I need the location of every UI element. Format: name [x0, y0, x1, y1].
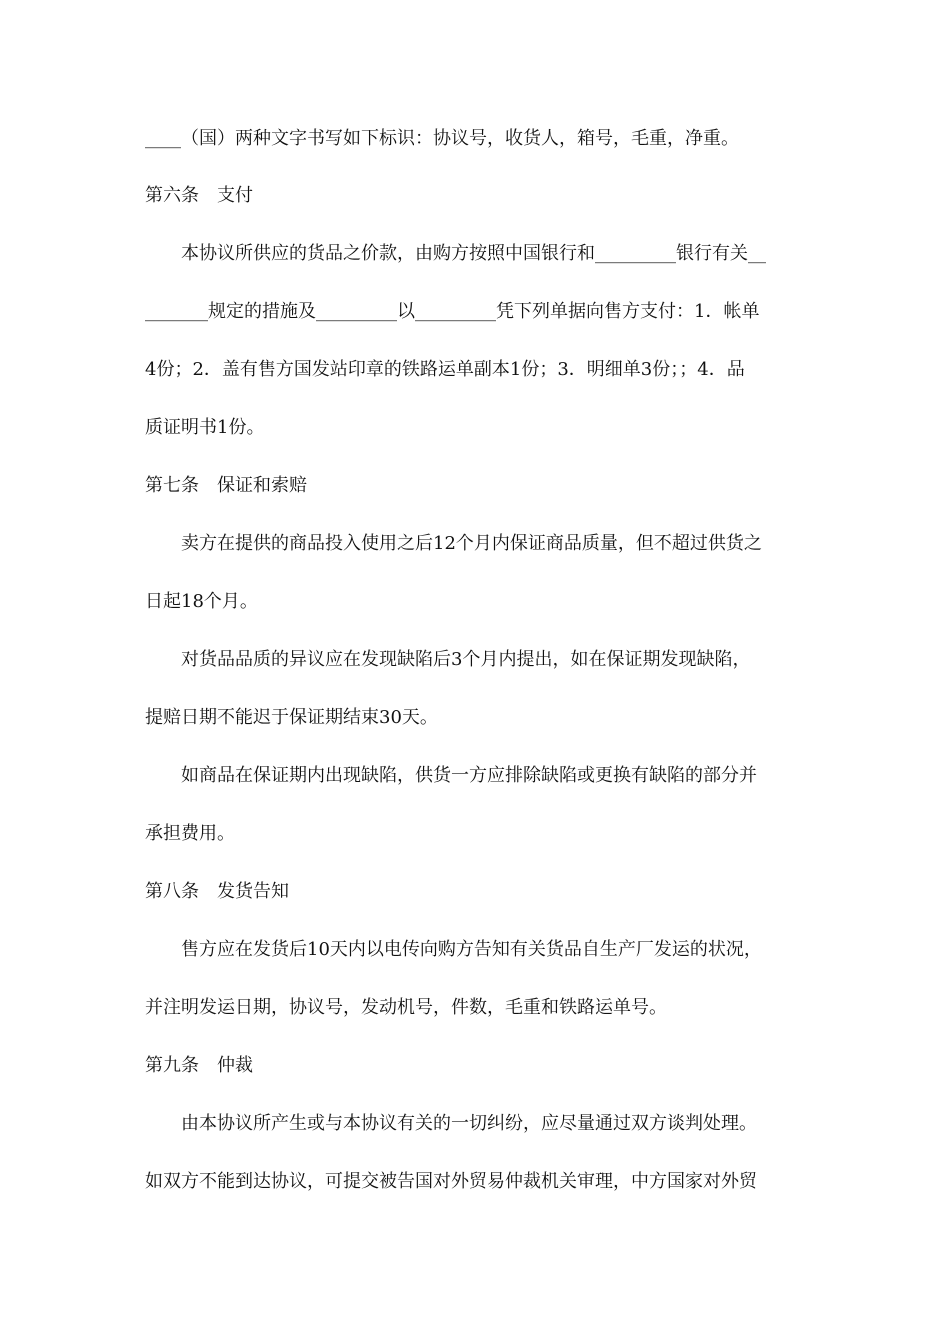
- paragraph-line: 由本协议所产生或与本协议有关的一切纠纷，应尽量通过双方谈判处理。: [181, 1113, 757, 1134]
- paragraph-line: 提赔日期不能迟于保证期结束30天。: [145, 707, 438, 728]
- article-7-heading: 第七条 保证和索赔: [145, 475, 307, 496]
- paragraph-line: 日起18个月。: [145, 591, 258, 612]
- paragraph-line: 并注明发运日期，协议号，发动机号，件数，毛重和铁路运单号。: [145, 997, 667, 1018]
- article-6-heading: 第六条 支付: [145, 185, 253, 206]
- paragraph-line: _______规定的措施及_________以_________凭下列单据向售方支付：1．帐单: [145, 301, 760, 322]
- paragraph-line: 4份；2．盖有售方国发站印章的铁路运单副本1份；3．明细单3份；；4．品: [145, 359, 745, 380]
- paragraph-line: 对货品品质的异议应在发现缺陷后3个月内提出，如在保证期发现缺陷，: [181, 649, 751, 670]
- article-8-heading: 第八条 发货告知: [145, 881, 289, 902]
- paragraph-line: 如商品在保证期内出现缺陷，供货一方应排除缺陷或更换有缺陷的部分并: [181, 765, 757, 786]
- paragraph-line: 卖方在提供的商品投入使用之后12个月内保证商品质量，但不超过供货之: [181, 533, 762, 554]
- paragraph-line: 售方应在发货后10天内以电传向购方告知有关货品自生产厂发运的状况，: [181, 939, 762, 960]
- paragraph-line: 承担费用。: [145, 823, 235, 844]
- article-9-heading: 第九条 仲裁: [145, 1055, 253, 1076]
- paragraph-line: 如双方不能到达协议，可提交被告国对外贸易仲裁机关审理，中方国家对外贸: [145, 1171, 757, 1192]
- paragraph-line: 本协议所供应的货品之价款，由购方按照中国银行和_________银行有关__: [181, 243, 766, 264]
- paragraph-line: 质证明书1份。: [145, 417, 265, 438]
- paragraph-line: ____（国）两种文字书写如下标识：协议号，收货人，箱号，毛重，净重。: [145, 128, 739, 149]
